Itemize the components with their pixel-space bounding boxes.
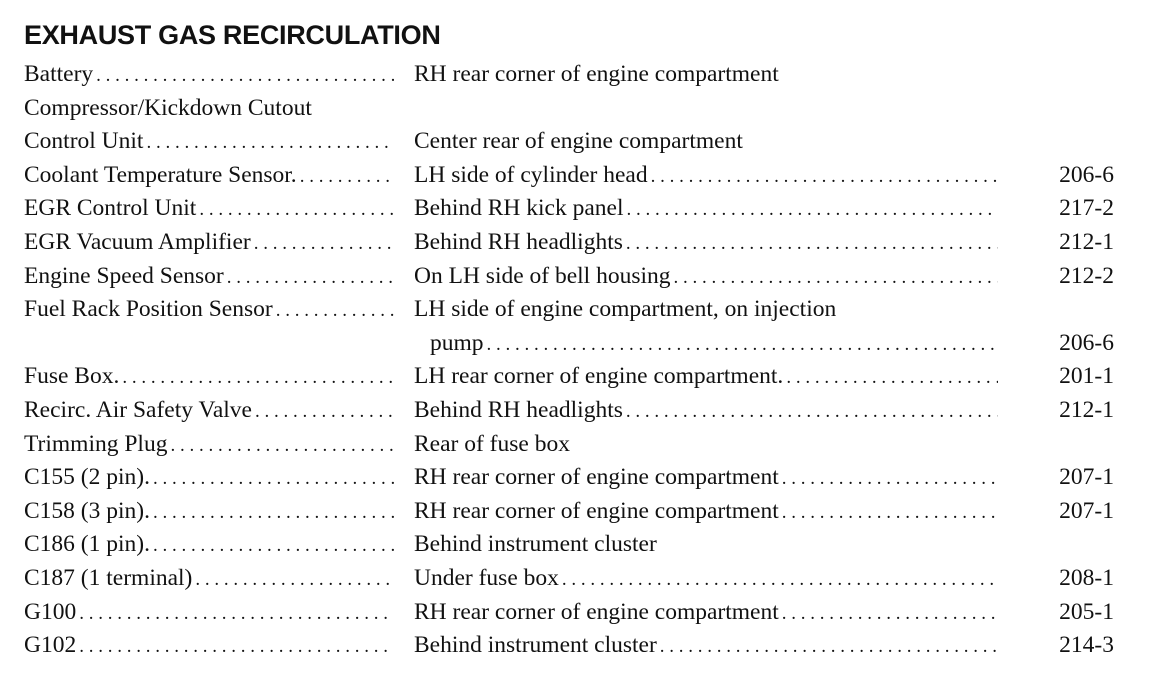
location-cell <box>414 260 998 295</box>
table-row <box>24 92 1114 126</box>
page-ref: 207-1 <box>1059 464 1114 491</box>
component-name: Fuel Rack Position Sensor <box>24 296 273 323</box>
dot-leader <box>252 394 394 429</box>
component-name: C158 (3 pin). <box>24 497 150 524</box>
dot-leader <box>779 596 998 631</box>
location-text: LH rear corner of engine compartment. <box>414 363 784 390</box>
page-ref: 206-6 <box>1059 161 1114 188</box>
page-ref: 214-3 <box>1059 632 1114 659</box>
component-name: C187 (1 terminal) <box>24 564 193 591</box>
location-text: Behind RH headlights <box>414 396 623 423</box>
dot-leader <box>779 461 998 496</box>
page-ref: 212-1 <box>1059 228 1114 255</box>
component-name: Engine Speed Sensor <box>24 262 224 289</box>
component-cell <box>24 260 394 295</box>
location-text: RH rear corner of engine compartment <box>414 61 779 87</box>
dot-leader <box>623 394 998 429</box>
location-cell <box>414 596 998 631</box>
dot-leader <box>150 461 394 496</box>
table-row <box>24 495 1114 529</box>
dot-leader <box>224 260 394 295</box>
dot-leader <box>559 562 998 597</box>
component-name: Compressor/Kickdown Cutout <box>24 94 312 121</box>
page-ref: 205-1 <box>1059 598 1114 625</box>
dot-leader <box>297 159 394 194</box>
location-text: Behind RH kick panel <box>414 195 624 222</box>
component-name: EGR Vacuum Amplifier <box>24 228 251 255</box>
location-text: Behind instrument cluster <box>414 632 657 659</box>
location-cell <box>414 293 998 327</box>
component-cell <box>24 629 394 664</box>
dot-leader <box>150 528 394 563</box>
location-cell <box>414 461 998 496</box>
page-ref: 201-1 <box>1059 363 1114 390</box>
section-title: EXHAUST GAS RECIRCULATION <box>24 20 441 50</box>
location-text: LH side of engine compartment, on injection <box>414 296 837 323</box>
dot-leader <box>76 629 394 664</box>
page-ref: 207-1 <box>1059 497 1114 524</box>
location-text: Behind RH headlights <box>414 228 623 255</box>
location-text: Center rear of engine compartment <box>414 128 743 155</box>
table-row <box>24 360 1114 394</box>
component-name: Coolant Temperature Sensor. <box>24 161 297 188</box>
table-row <box>24 125 1114 159</box>
component-cell <box>24 562 394 597</box>
location-cell <box>414 528 998 562</box>
component-cell <box>24 159 394 194</box>
page-ref: 206-6 <box>1059 329 1114 356</box>
location-text: pump <box>430 329 484 356</box>
component-location-table <box>24 58 1114 663</box>
table-row <box>24 293 1114 327</box>
location-cell <box>414 629 998 664</box>
component-cell <box>24 58 394 93</box>
dot-leader <box>150 495 394 530</box>
component-name: Fuse Box. <box>24 363 120 390</box>
table-row <box>24 562 1114 596</box>
location-cell <box>414 327 998 362</box>
dot-leader <box>251 226 394 261</box>
location-cell <box>414 428 998 462</box>
component-name: EGR Control Unit <box>24 195 197 222</box>
dot-leader <box>196 192 394 227</box>
page-ref: 212-1 <box>1059 396 1114 423</box>
component-cell <box>24 596 394 631</box>
location-text: RH rear corner of engine compartment <box>414 598 779 625</box>
component-name: C155 (2 pin). <box>24 464 150 491</box>
dot-leader <box>167 428 394 463</box>
component-name: C186 (1 pin). <box>24 531 150 558</box>
location-cell <box>414 58 998 92</box>
component-cell <box>24 360 394 395</box>
table-row <box>24 159 1114 193</box>
component-name: Battery <box>24 61 94 87</box>
table-row <box>24 58 1114 92</box>
location-cell <box>414 394 998 429</box>
component-cell <box>24 192 394 227</box>
table-row <box>24 596 1114 630</box>
location-text: Behind instrument cluster <box>414 531 657 558</box>
component-name: G100 <box>24 598 77 625</box>
component-cell <box>24 125 394 160</box>
table-row <box>24 226 1114 260</box>
location-text: RH rear corner of engine compartment <box>414 497 779 524</box>
document-page <box>24 18 1114 663</box>
dot-leader <box>624 192 998 227</box>
location-cell <box>414 360 998 395</box>
component-cell <box>24 394 394 429</box>
location-cell <box>414 159 998 194</box>
table-row <box>24 629 1114 663</box>
dot-leader <box>484 327 998 362</box>
component-cell <box>24 528 394 563</box>
component-cell <box>24 226 394 261</box>
page-ref: 217-2 <box>1059 195 1114 222</box>
component-cell <box>24 495 394 530</box>
component-cell <box>24 92 394 126</box>
dot-leader <box>273 293 394 328</box>
table-row <box>24 260 1114 294</box>
component-cell <box>24 461 394 496</box>
dot-leader <box>76 596 394 631</box>
dot-leader <box>671 260 998 295</box>
table-row <box>24 394 1114 428</box>
location-text: LH side of cylinder head <box>414 161 648 188</box>
dot-leader <box>657 629 998 664</box>
location-cell <box>414 226 998 261</box>
table-row <box>24 528 1114 562</box>
location-text: On LH side of bell housing <box>414 262 671 289</box>
dot-leader <box>119 360 394 395</box>
component-name: Control Unit <box>24 128 144 155</box>
dot-leader <box>143 125 394 160</box>
location-cell <box>414 495 998 530</box>
component-name: Trimming Plug <box>24 430 168 457</box>
location-cell <box>414 192 998 227</box>
dot-leader <box>623 226 998 261</box>
table-row <box>24 461 1114 495</box>
location-text: RH rear corner of engine compartment <box>414 464 779 491</box>
dot-leader <box>783 360 998 395</box>
component-name: Recirc. Air Safety Valve <box>24 396 252 423</box>
component-name: G102 <box>24 632 77 659</box>
table-row <box>24 192 1114 226</box>
location-text: Under fuse box <box>414 564 559 591</box>
table-row <box>24 428 1114 462</box>
location-cell <box>414 562 998 597</box>
dot-leader <box>648 159 998 194</box>
location-text: Rear of fuse box <box>414 430 570 457</box>
table-row <box>24 327 1114 361</box>
dot-leader <box>192 562 394 597</box>
dot-leader <box>93 58 394 93</box>
location-cell <box>414 125 998 159</box>
page-ref: 208-1 <box>1059 564 1114 591</box>
component-cell <box>24 293 394 328</box>
component-cell <box>24 428 394 463</box>
page-ref: 212-2 <box>1059 262 1114 289</box>
dot-leader <box>779 495 998 530</box>
